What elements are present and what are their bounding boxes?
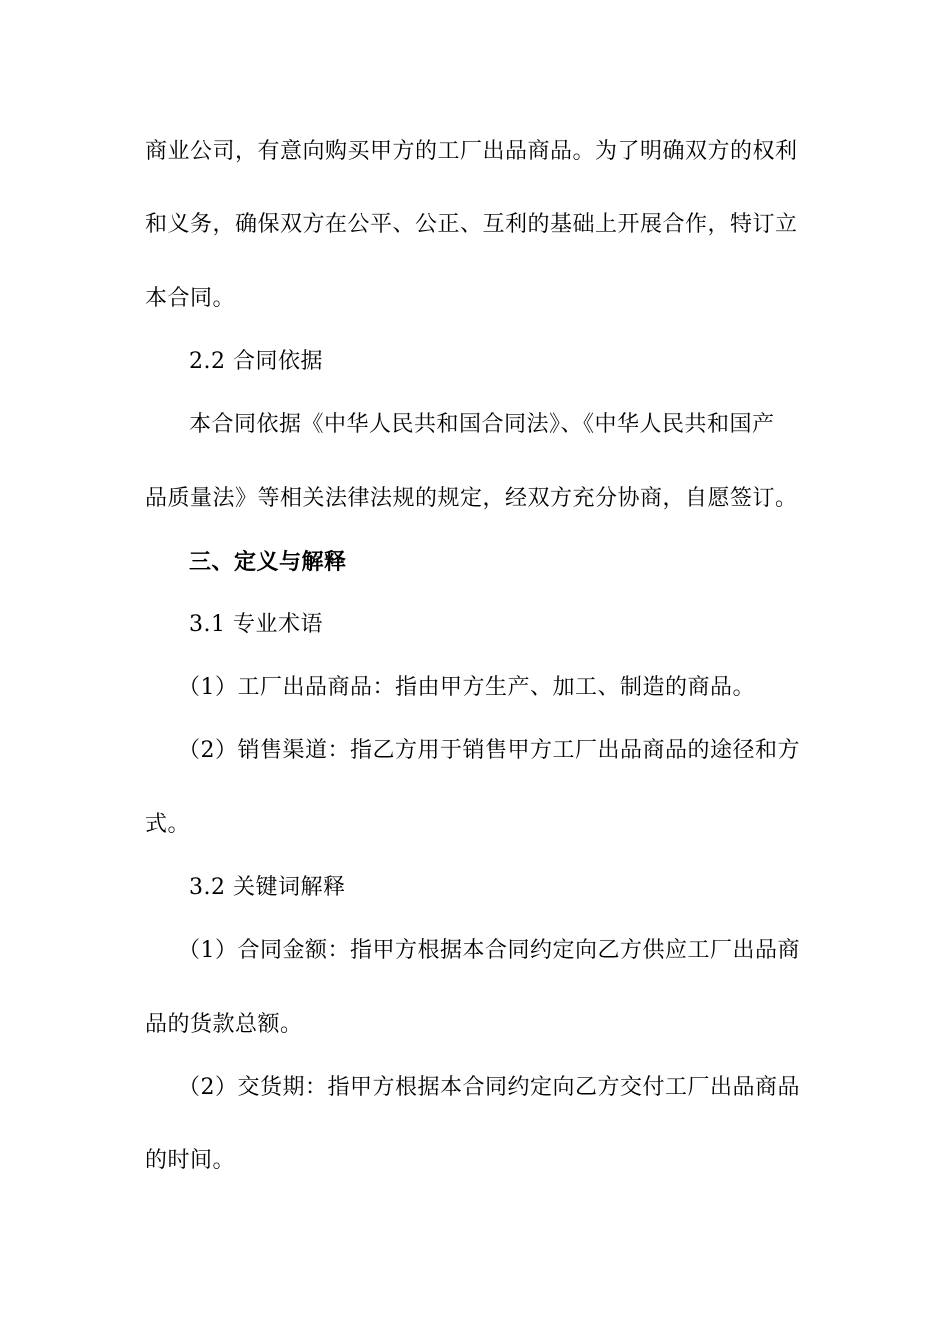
list-item: （2）销售渠道：指乙方用于销售甲方工厂出品商品的途径和方 xyxy=(178,738,800,763)
paragraph-line: 本合同依据《中华人民共和国合同法》、《中华人民共和国产 xyxy=(189,412,775,437)
paragraph-line: 的时间。 xyxy=(145,1148,236,1173)
paragraph-line: 和义务，确保双方在公平、公正、互利的基础上开展合作，特订立 xyxy=(145,212,798,237)
list-item: （1）合同金额：指甲方根据本合同约定向乙方供应工厂出品商 xyxy=(178,938,800,963)
chapter-heading-3: 三、定义与解释 xyxy=(189,549,347,575)
section-heading-3-2: 3.2 关键词解释 xyxy=(189,875,346,900)
paragraph-line: 本合同。 xyxy=(145,286,236,311)
paragraph-line: 商业公司，有意向购买甲方的工厂出品商品。为了明确双方的权利 xyxy=(145,139,798,164)
section-heading-2-2: 2.2 合同依据 xyxy=(189,349,323,374)
paragraph-line: 式。 xyxy=(145,812,191,837)
section-heading-3-1: 3.1 专业术语 xyxy=(189,612,323,637)
list-item: （2）交货期：指甲方根据本合同约定向乙方交付工厂出品商品 xyxy=(178,1075,800,1100)
paragraph-line: 品质量法》等相关法律法规的规定，经双方充分协商，自愿签订。 xyxy=(145,486,798,511)
paragraph-line: 品的货款总额。 xyxy=(145,1012,303,1037)
list-item: （1）工厂出品商品：指由甲方生产、加工、制造的商品。 xyxy=(178,675,755,700)
